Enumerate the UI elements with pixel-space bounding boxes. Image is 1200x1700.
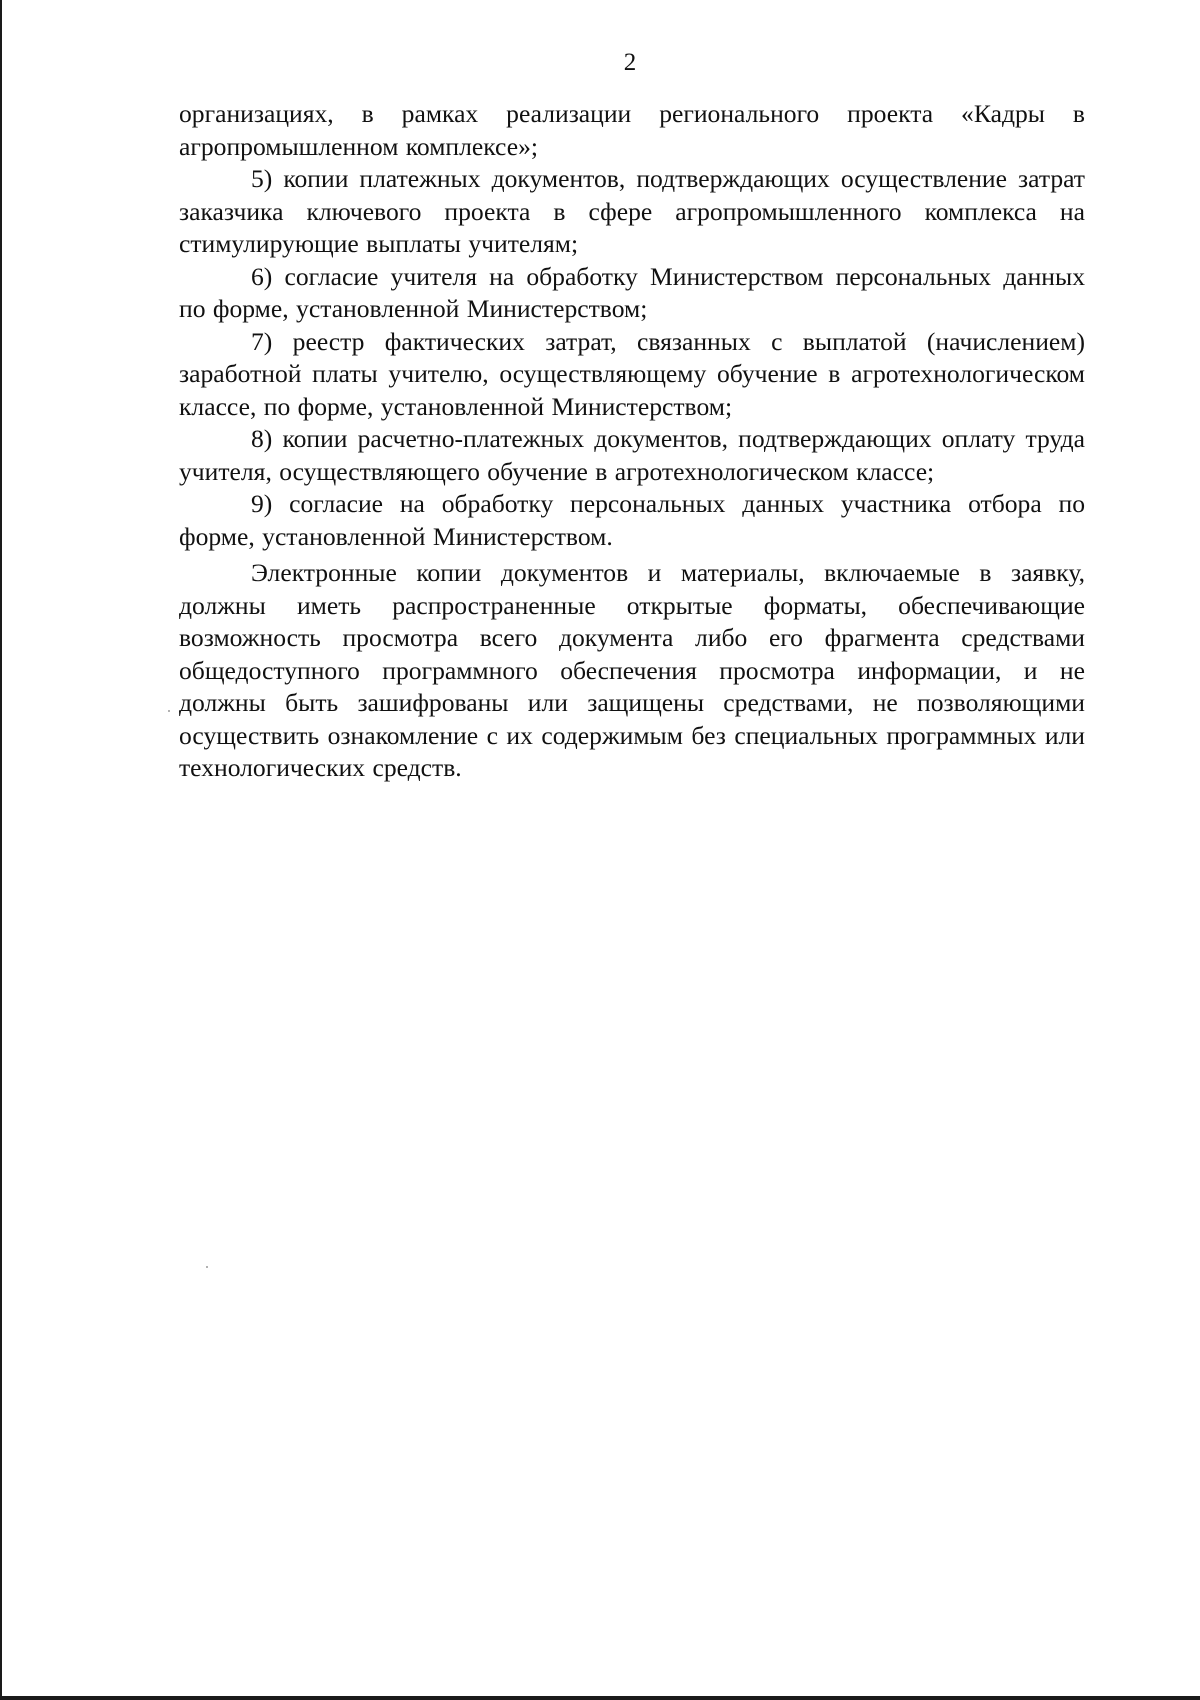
page-number: 2: [623, 49, 637, 76]
scan-bottom-edge: [0, 1696, 1200, 1700]
list-item-6: 6) согласие учителя на обработку Министерством персональных данных по форме, установленной Министерством;: [179, 261, 1085, 323]
scan-speck: [168, 710, 170, 712]
list-item-9: 9) согласие на обработку персональных данных участника отбора по форме, установленной Министерством.: [179, 489, 1085, 551]
list-item-8: 8) копии расчетно-платежных документов, подтверждающих оплату труда учителя, осуществляющего обучение в агротехнологическом классе;: [179, 424, 1085, 486]
scan-left-edge: [0, 0, 2, 1700]
paragraph-electronic-copies: Электронные копии документов и материалы, включаемые в заявку, должны иметь распространенные открытые форматы, обеспечивающие возможность просмотра всего документа либо его фрагмента средствами общедоступного программного обеспечения просмотра информации, и не должны быть зашифрованы или защищены средствами, не позволяющими осуществить ознакомление с их содержимым без специальных программных или технологических средств.: [179, 558, 1085, 782]
paragraph-continuation: организациях, в рамках реализации регионального проекта «Кадры в агропромышленном комплексе»;: [179, 99, 1085, 161]
list-item-7: 7) реестр фактических затрат, связанных с выплатой (начислением) заработной платы учителю, осуществляющему обучение в агротехнологическом классе, по форме, установленной Министерством;: [179, 326, 1085, 421]
scan-speck: [206, 1266, 208, 1268]
document-body: [179, 98, 1085, 785]
list-item-5: 5) копии платежных документов, подтверждающих осуществление затрат заказчика ключевого проекта в сфере агропромышленного комплекса на стимулирующие выплаты учителям;: [179, 164, 1085, 258]
